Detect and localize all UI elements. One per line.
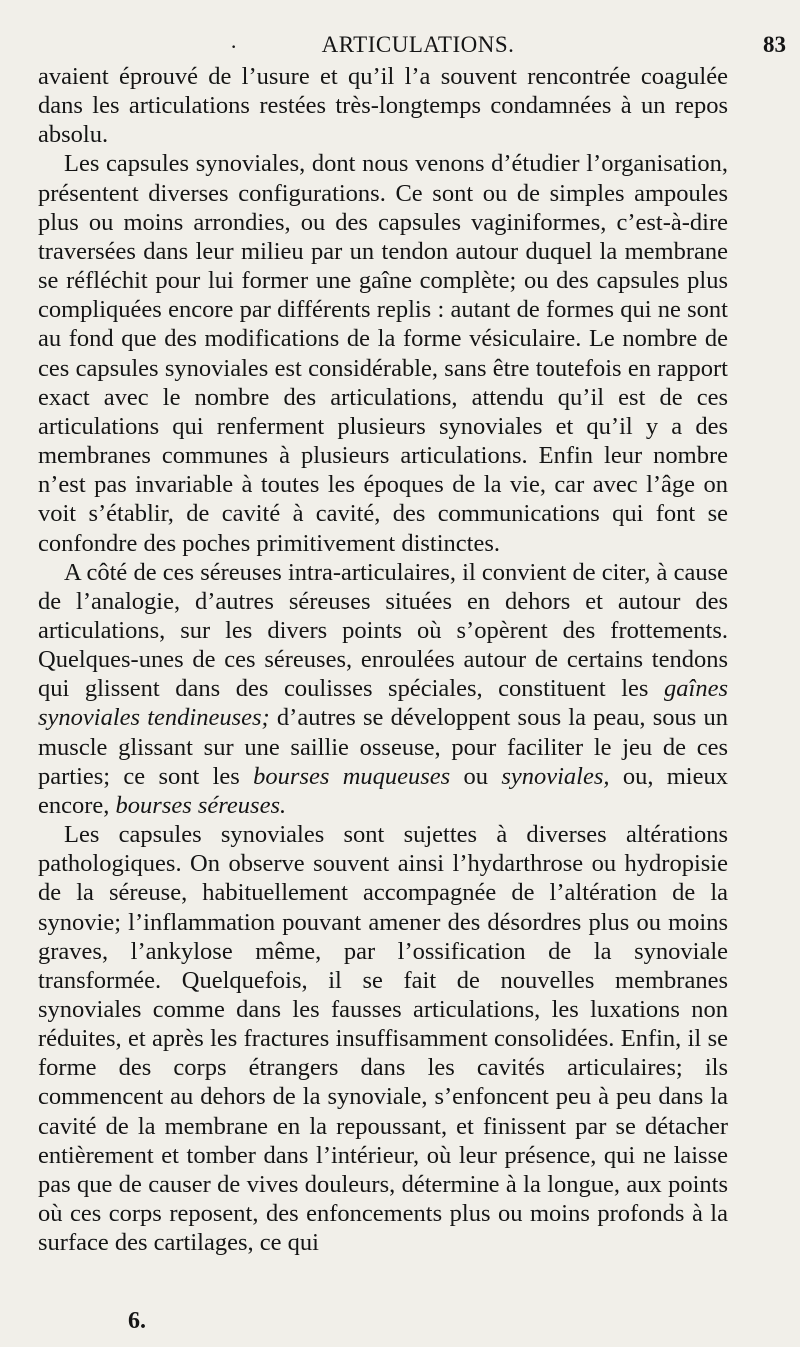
paragraph-1 [38,62,728,149]
italic-term: bourses séreuses. [115,791,287,819]
text-segment: avaient éprouvé de l’usure et qu’il l’a souvent rencontrée coagulée dans les articulations restées très-longtemps condamnées à un repos absolu. [38,63,728,149]
text-segment: A côté de ces séreuses intra-articulaires, il convient de citer, à cause de l’analogie, d’autres séreuses situées en dehors et autour des articulations, sur les divers points où s’opèrent des frottements. Quelques-unes de ces séreuses, enroulées autour de certains tendons qui glissent dans des coulisses spéciales, constituent les [38,558,728,703]
paragraph-2 [38,149,728,557]
text-segment: Les capsules synoviales sont sujettes à diverses altérations pathologiques. On observe souvent ainsi l’hydarthrose ou hydropisie de la séreuse, habituellement accompagnée de l’altération de la synovie; l’inflammation pouvant amener des désordres plus ou moins graves, l’ankylose même, par l’ossification de la synoviale transformée. Quelquefois, il se fait de nouvelles membranes synoviales comme dans les fausses articulations, les luxations non réduites, et après les fractures insuffisamment consolidées. Enfin, il se forme des corps étrangers dans les cavités articulaires; ils commencent au dehors de la synoviale, s’enfoncent peu à peu dans la cavité de la membrane en la repoussant, et finissent par se détacher entièrement et tomber dans l’intérieur, où leur présence, qui ne laisse pas que de causer de vives douleurs, détermine à la longue, aux points où ces corps reposent, des enfoncements plus ou moins profonds à la surface des cartilages, ce qui [38,821,728,1257]
body-text [38,62,728,1257]
running-head [38,28,786,62]
running-title: ARTICULATIONS. [321,32,515,57]
paragraph-4 [38,820,728,1257]
text-segment: Les capsules synoviales, dont nous venons d’étudier l’organisation, présentent diverses configurations. Ce sont ou de simples ampoules plus ou moins arrondies, ou des capsules vaginiformes, c’est-à-dire traversées dans leur milieu par un tendon autour duquel la membrane se réfléchit pour lui former une gaîne complète; ou des capsules plus compliquées encore par différents replis : autant de formes qui ne sont au fond que des modifications de la forme vésiculaire. Le nombre de ces capsules synoviales est considérable, sans être toutefois en rapport exact avec le nombre des articulations, attendu qu’il est de ces articulations qui renferment plusieurs synoviales et qu’il y a des membranes communes à plusieurs articulations. Enfin leur nombre n’est pas invariable à toutes les époques de la vie, car avec l’âge on voit s’établir, de cavité à cavité, des communications qui font se confondre des poches primitivement distinctes. [38,150,728,557]
text-segment: ou, mieux encore, [38,762,728,819]
paragraph-3 [38,558,728,820]
italic-term: synoviales, [501,762,610,790]
page-number: 83 [763,32,786,57]
text-segment: ou [450,762,502,790]
italic-term: gaînes synoviales tendineuses; [38,675,728,732]
signature-mark: 6. [128,1308,146,1334]
header-dot: · [230,34,238,59]
text-segment: d’autres se développent sous la peau, sous un muscle glissant sur une saillie osseuse, pour faciliter le jeu de ces parties; ce sont les [38,704,728,790]
italic-term: bourses muqueuses [253,762,451,790]
